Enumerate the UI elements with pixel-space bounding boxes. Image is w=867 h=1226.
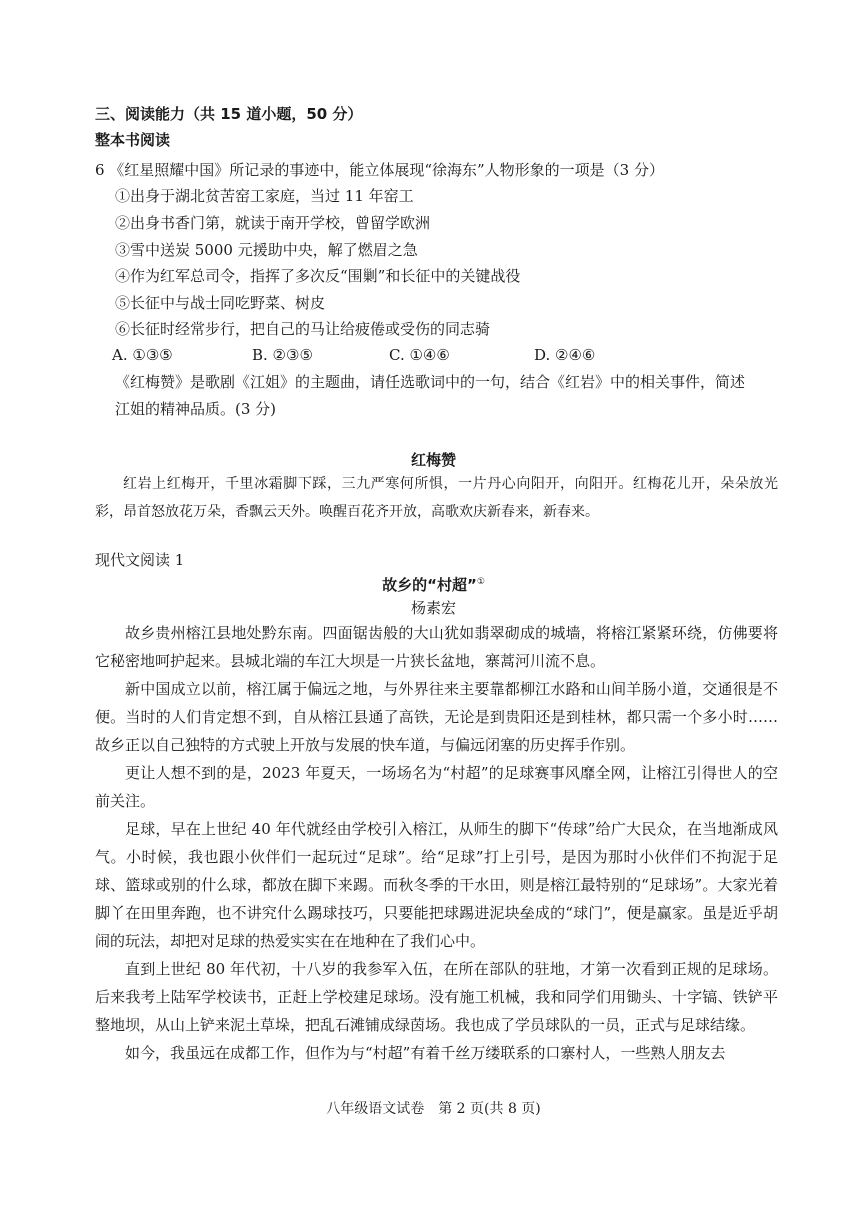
article-paragraph: 故乡贵州榕江县地处黔东南。四面锯齿般的大山犹如翡翠砌成的城墙，将榕江紧紧环绕，仿佛要将它秘密地呵护起来。县城北端的车江大坝是一片狭长盆地，寨蒿河川流不息。 xyxy=(95,624,778,670)
song-lyrics xyxy=(95,470,778,526)
song-title: 红梅赞 xyxy=(410,451,456,469)
choice-c: C. ①④⑥ xyxy=(389,346,450,364)
choice-b: B. ②③⑤ xyxy=(252,346,313,364)
q6-item-5: ⑤长征中与战士同吃野菜、树皮 xyxy=(115,294,326,312)
q6-item-1: ①出身于湖北贫苦窑工家庭，当过 11 年窑工 xyxy=(115,187,414,205)
article-paragraph: 更让人想不到的是，2023 年夏天，一场场名为“村超”的足球赛事风靡全网，让榕江引得世人的空前关注。 xyxy=(95,764,778,810)
question-6-stem: 6 《红星照耀中国》所记录的事迹中，能立体展现“徐海东”人物形象的一项是（3 分） xyxy=(95,161,664,179)
article-paragraph: 足球，早在上世纪 40 年代就经由学校引入榕江，从师生的脚下“传球”给广大民众，在当地渐成风气。小时候，我也跟小伙伴们一起玩过“足球”。给“足球”打上引号，是因为那时小伙伴们不拘泥于足球、篮球或别的什么球，都放在脚下来踢。而秋冬季的干水田，则是榕江最特别的“足球场”。大家光着脚丫在田里奔跑，也不讲究什么踢球技巧，只要能把球踢进泥块垒成的“球门”，便是赢家。虽是近乎胡闹的玩法，却把对足球的热爱实实在在地种在了我们心中。 xyxy=(95,820,778,950)
q6-item-6: ⑥长征时经常步行，把自己的马让给疲倦或受伤的同志骑 xyxy=(115,320,491,338)
article-paragraph: 如今，我虽远在成都工作，但作为与“村超”有着千丝万缕联系的口寨村人，一些熟人朋友去 xyxy=(125,1044,726,1062)
article-title: 故乡的“村超” xyxy=(382,576,477,594)
article-body xyxy=(95,619,778,1067)
q6-item-2: ②出身书香门第，就读于南开学校，曾留学欧洲 xyxy=(115,214,431,232)
article-title-line xyxy=(0,572,867,595)
article-paragraph: 直到上世纪 80 年代初，十八岁的我参军入伍，在所在部队的驻地，才第一次看到正规的足球场。后来我考上陆军学校读书，正赶上学校建足球场。没有施工机械，我和同学们用锄头、十字镐、铁铲平整地坝，从山上铲来泥土草垛，把乱石滩铺成绿茵场。我也成了学员球队的一员，正式与足球结缘。 xyxy=(95,960,778,1034)
page-footer: 八年级语文试卷 第 2 页(共 8 页) xyxy=(326,1101,541,1117)
song-lyrics-text: 红岩上红梅开，千里冰霜脚下踩，三九严寒何所惧，一片丹心向阳开，向阳开。红梅花儿开，朵朵放光彩，昂首怒放花万朵，香飘云天外。唤醒百花齐开放，高歌欢庆新春来，新春来。 xyxy=(95,476,778,520)
choice-d: D. ②④⑥ xyxy=(534,346,596,364)
q6-item-3: ③雪中送炭 5000 元援助中央，解了燃眉之急 xyxy=(115,241,418,259)
question-7-line-2: 江姐的精神品质。(3 分) xyxy=(115,400,277,418)
question-7-line-1: 《红梅赞》是歌剧《江姐》的主题曲，请任选歌词中的一句，结合《红岩》中的相关事件，简述 xyxy=(115,373,746,391)
subsection-modern-reading: 现代文阅读 1 xyxy=(95,551,185,569)
q6-item-4: ④作为红军总司令，指挥了多次反“围剿”和长征中的关键战役 xyxy=(115,267,521,285)
article-author: 杨素宏 xyxy=(410,599,456,617)
footnote-marker: ① xyxy=(476,577,485,587)
article-paragraph: 新中国成立以前，榕江属于偏远之地，与外界往来主要靠都柳江水路和山间羊肠小道，交通很是不便。当时的人们肯定想不到，自从榕江县通了高铁，无论是到贵阳还是到桂林，都只需一个多小时……故乡正以自己独特的方式驶上开放与发展的快车道，与偏远闭塞的历史挥手作别。 xyxy=(95,680,778,754)
q6-choices xyxy=(112,345,595,365)
section-heading: 三、阅读能力（共 15 道小题，50 分） xyxy=(95,105,363,123)
choice-a: A. ①③⑤ xyxy=(112,346,173,364)
subsection-whole-book: 整本书阅读 xyxy=(95,131,171,149)
